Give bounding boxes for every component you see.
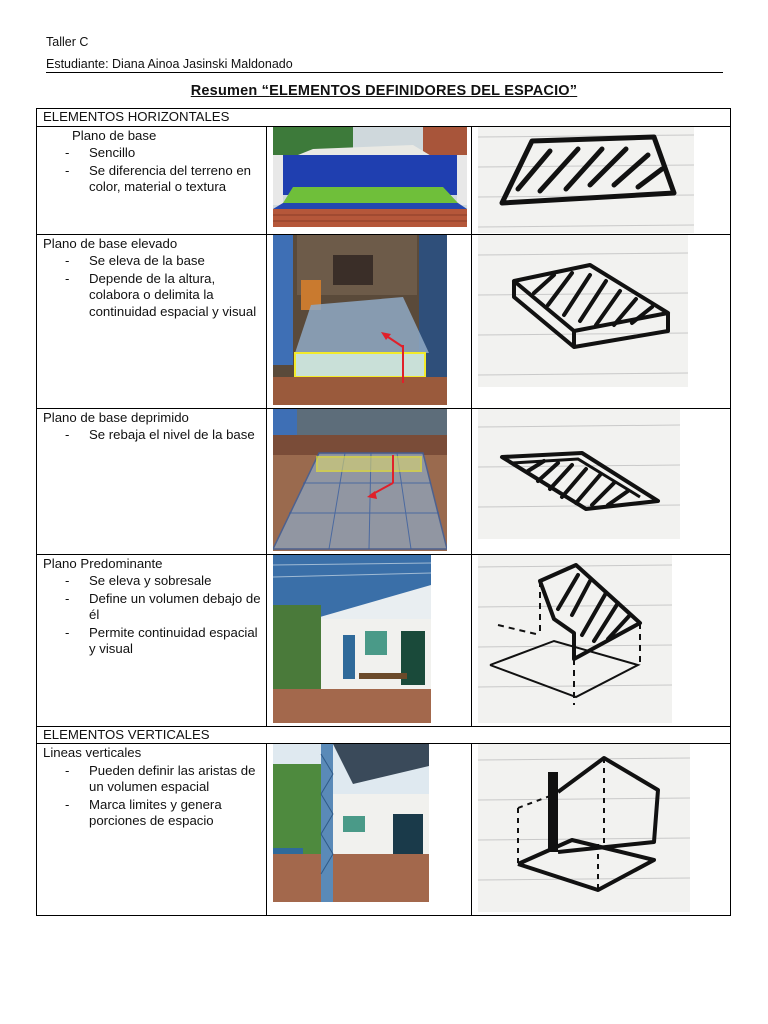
description-cell xyxy=(37,126,267,234)
list-item: - Depende de la altura, colabora o delimita la continuidad espacial y visual xyxy=(65,271,262,321)
photo-cell xyxy=(267,554,471,726)
list-item: - Marca limites y genera porciones de espacio xyxy=(65,797,262,830)
section-title-horizontal: ELEMENTOS HORIZONTALES xyxy=(37,109,731,127)
sketch-cell xyxy=(471,744,730,916)
row-heading: Plano Predominante xyxy=(43,555,163,571)
bullet-list xyxy=(43,573,262,658)
student-label: Estudiante: Diana Ainoa Jasinski Maldonado xyxy=(46,57,293,71)
list-item: - Se diferencia del terreno en color, material o textura xyxy=(65,163,262,196)
description-cell xyxy=(37,744,267,916)
photo-cell xyxy=(267,744,471,916)
list-item: - Permite continuidad espacial y visual xyxy=(65,625,262,658)
photo-cell xyxy=(267,408,471,554)
list-item: - Se rebaja el nivel de la base xyxy=(65,427,262,444)
summary-table xyxy=(36,108,731,916)
bullet-list xyxy=(43,427,262,444)
bullet-list xyxy=(43,763,262,830)
sketch-cell xyxy=(471,234,730,408)
photo-vertical-lines xyxy=(273,744,470,902)
photo-cell xyxy=(267,234,471,408)
table-row xyxy=(37,234,731,408)
section-row-vertical xyxy=(37,726,731,744)
bullet-list xyxy=(43,145,262,196)
sketch-vertical-lines xyxy=(478,744,730,912)
description-cell xyxy=(37,234,267,408)
header-rule xyxy=(46,72,723,73)
sketch-cell xyxy=(471,408,730,554)
description-cell xyxy=(37,408,267,554)
list-item: - Sencillo xyxy=(65,145,262,162)
sketch-cell xyxy=(471,554,730,726)
bullet-list xyxy=(43,253,262,320)
section-title-vertical: ELEMENTOS VERTICALES xyxy=(37,726,731,744)
row-heading: Lineas verticales xyxy=(43,745,142,760)
sketch-dominant-plane xyxy=(478,555,730,723)
table-row xyxy=(37,744,731,916)
row-heading: Plano de base elevado xyxy=(43,235,178,251)
document-title: Resumen “ELEMENTOS DEFINIDORES DEL ESPACIO” xyxy=(190,83,578,99)
list-item: - Se eleva y sobresale xyxy=(65,573,262,590)
list-item: - Se eleva de la base xyxy=(65,253,262,270)
table-row xyxy=(37,408,731,554)
list-item: - Define un volumen debajo de él xyxy=(65,591,262,624)
sketch-cell xyxy=(471,126,730,234)
photo-cell xyxy=(267,126,471,234)
sketch-raised-plane xyxy=(478,235,730,387)
photo-dominant-plane xyxy=(273,555,470,723)
workshop-label: Taller C xyxy=(46,35,89,49)
photo-raised-plane xyxy=(273,235,470,405)
table-row xyxy=(37,554,731,726)
section-row-horizontal xyxy=(37,109,731,127)
list-item: - Pueden definir las aristas de un volumen espacial xyxy=(65,763,262,796)
description-cell xyxy=(37,554,267,726)
sketch-base-plane xyxy=(478,127,730,233)
photo-base-plane xyxy=(273,127,470,227)
table-row xyxy=(37,126,731,234)
sketch-depressed-plane xyxy=(478,409,730,539)
row-heading: Plano de base deprimido xyxy=(43,409,189,425)
photo-depressed-plane xyxy=(273,409,470,551)
row-heading: Plano de base xyxy=(72,127,157,143)
